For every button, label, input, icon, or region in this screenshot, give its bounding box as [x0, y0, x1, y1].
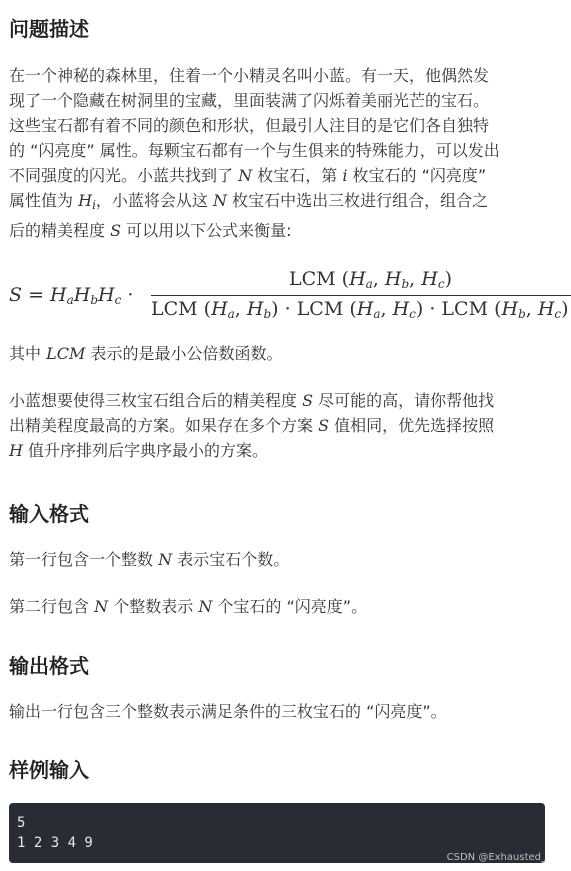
sample-input-code[interactable]: 5 1 2 3 4 9 — [17, 815, 93, 851]
problem-line-4: 的 “闪亮度” 属性。每颗宝石都有一个与生俱来的特殊能力，可以发出 — [9, 141, 500, 160]
lcm-note: 其中 LCM 表示的是最小公倍数函数。 — [9, 344, 283, 363]
sample-input-heading: 样例输入 — [9, 758, 89, 782]
input-line-1: 第一行包含一个整数 N 表示宝石个数。 — [9, 550, 290, 569]
problem-line-5: 不同强度的闪光。小蓝共找到了 N 枚宝石，第 i 枚宝石的 “闪亮度” — [9, 166, 487, 185]
goal-line-3: H 值升序排列后字典序最小的方案。 — [9, 441, 269, 460]
csdn-watermark: CSDN @Exhausted_ — [446, 852, 546, 863]
formula-denominator: LCM ($H_a$, $H_b$) · LCM ($H_a$, $H_c$) · LCM ($H_b$, $H_c$) — [151, 298, 569, 321]
formula-lhs: $S = H_aH_bH_c$ · — [9, 284, 134, 307]
goal-line-1: 小蓝想要使得三枚宝石组合后的精美程度 S 尽可能的高，请你帮他找 — [9, 391, 495, 410]
fraction-bar — [151, 295, 571, 296]
goal-line-2: 出精美程度最高的方案。如果存在多个方案 S 值相同，优先选择按照 — [9, 416, 495, 435]
problem-line-7: 后的精美程度 S 可以用以下公式来衡量: — [9, 221, 292, 240]
problem-line-1: 在一个神秘的森林里，住着一个小精灵名叫小蓝。有一天，他偶然发 — [9, 66, 490, 85]
problem-line-3: 这些宝石都有着不同的颜色和形状，但最引人注目的是它们各自独特 — [9, 116, 490, 135]
formula-numerator: LCM ($H_a$, $H_b$, $H_c$) — [289, 268, 452, 291]
problem-description — [9, 63, 500, 243]
input-heading: 输入格式 — [9, 502, 89, 526]
problem-line-6: 属性值为 $H_i$，小蓝将会从这 N 枚宝石中选出三枚进行组合，组合之 — [9, 191, 489, 212]
problem-line-2: 现了一个隐藏在树洞里的宝藏，里面装满了闪烁着美丽光芒的宝石。 — [9, 91, 490, 110]
problem-heading: 问题描述 — [9, 17, 89, 41]
output-heading: 输出格式 — [9, 654, 89, 678]
output-line: 输出一行包含三个整数表示满足条件的三枚宝石的 “闪亮度”。 — [9, 702, 447, 721]
goal-paragraph — [9, 388, 494, 463]
input-line-2: 第二行包含 N 个整数表示 N 个宝石的 “闪亮度”。 — [9, 597, 368, 616]
